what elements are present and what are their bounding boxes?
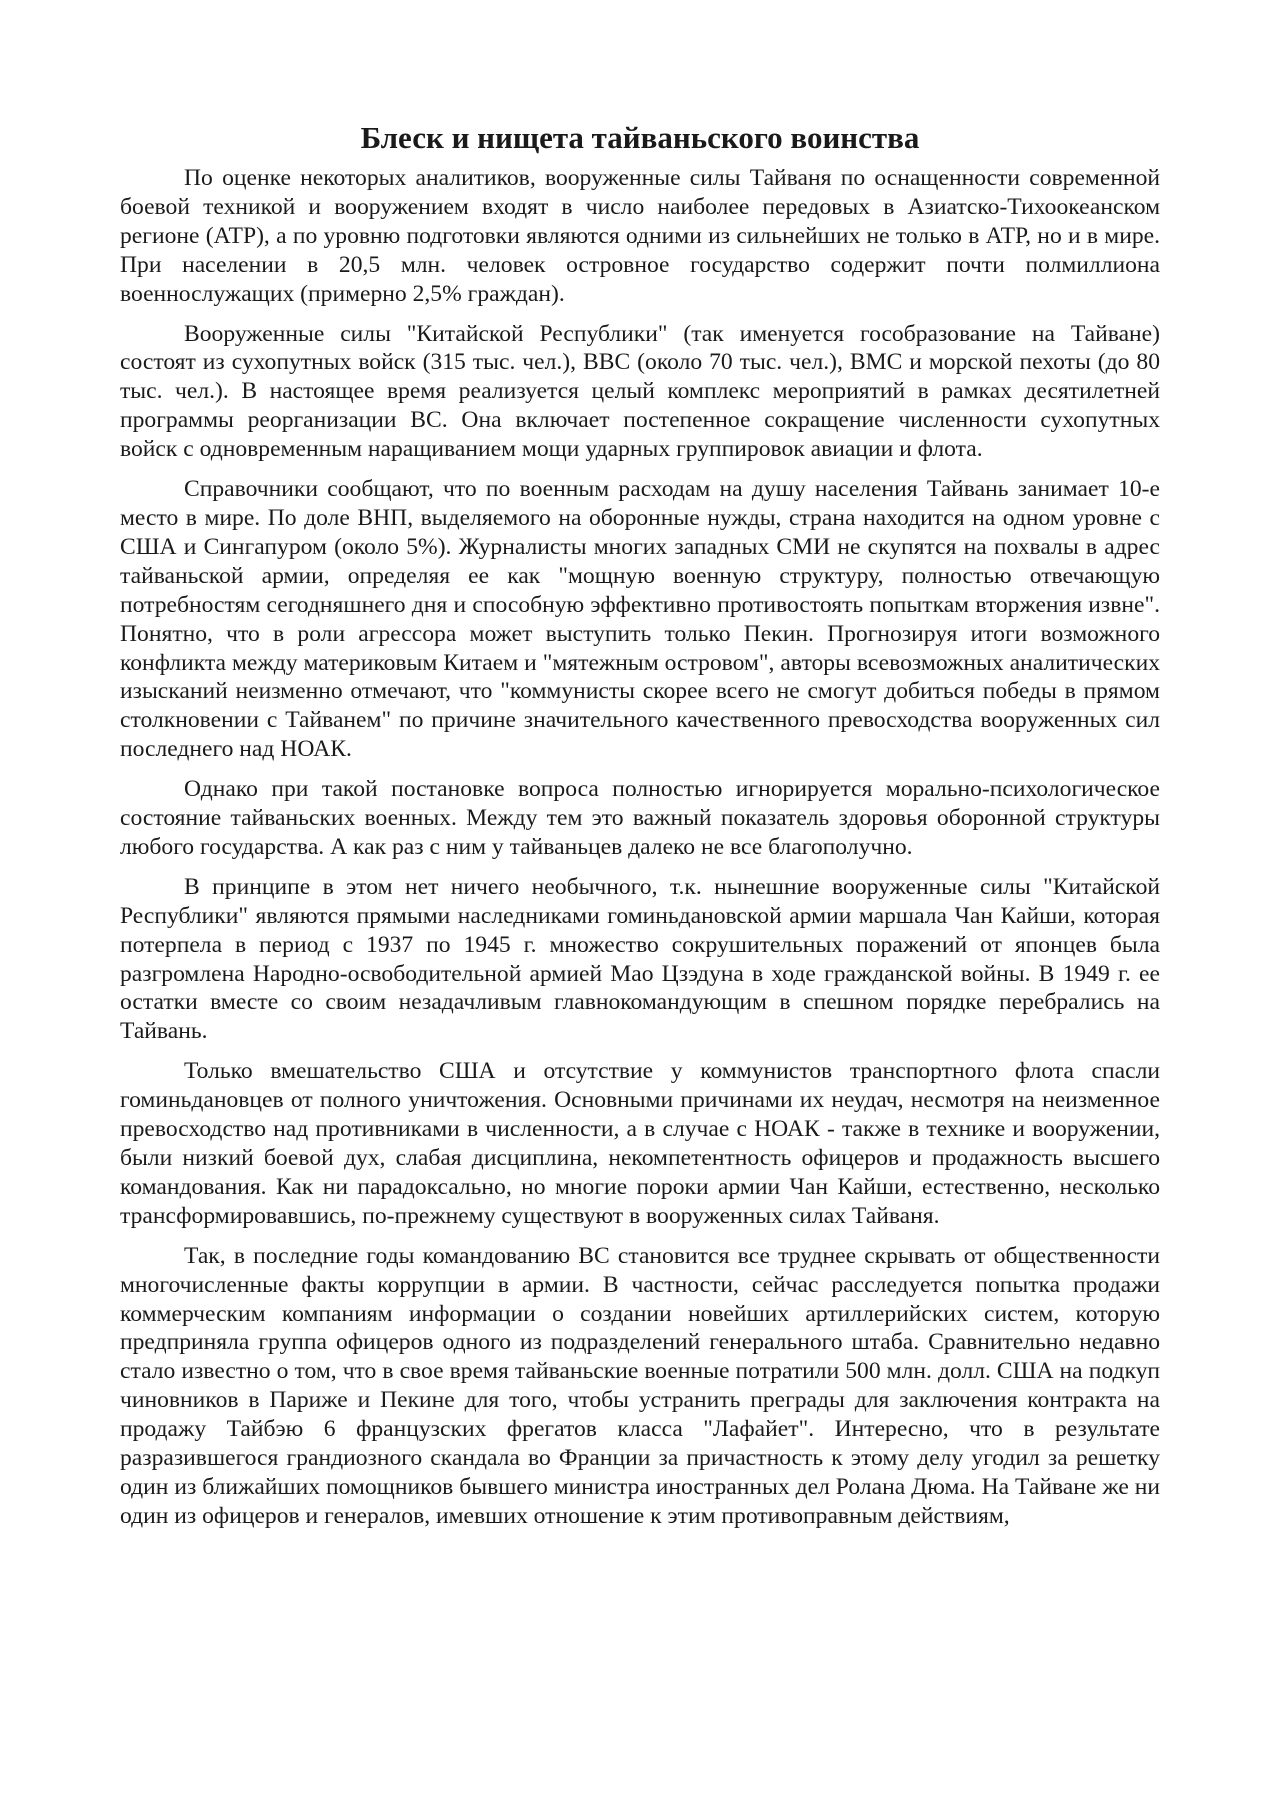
- paragraph-2: Вооруженные силы "Китайской Республики" (так именуется гособразование на Тайване) состоят из сухопутных войск (315 тыс. чел.), ВВС (около 70 тыс. чел.), ВМС и морской пехоты (до 80 тыс. чел.). В настоящее время реализуется целый комплекс мероприятий в рамках десятилетней программы реорганизации ВС. Она включает постепенное сокращение численности сухопутных войск с одновременным наращиванием мощи ударных группировок авиации и флота.: [120, 320, 1160, 463]
- paragraph-6: Только вмешательство США и отсутствие у коммунистов транспортного флота спасли гоминьдановцев от полного уничтожения. Основными причинами их неудач, несмотря на неизменное превосходство над противниками в численности, а в случае с НОАК - также в технике и вооружении, были низкий боевой дух, слабая дисциплина, некомпетентность офицеров и продажность высшего командования. Как ни парадоксально, но многие пороки армии Чан Кайши, естественно, несколько трансформировавшись, по-прежнему существуют в вооруженных силах Тайваня.: [120, 1058, 1160, 1229]
- paragraph-3: Справочники сообщают, что по военным расходам на душу населения Тайвань занимает 10-е место в мире. По доле ВНП, выделяемого на оборонные нужды, страна находится на одном уровне с США и Сингапуром (около 5%). Журналисты многих западных СМИ не скупятся на похвалы в адрес тайваньской армии, определяя ее как "мощную военную структуру, полностью отвечающую потребностям сегодняшнего дня и способную эффективно противостоять попыткам вторжения извне". Понятно, что в роли агрессора может выступить только Пекин. Прогнозируя итоги возможного конфликта между материковым Китаем и "мятежным островом", авторы всевозможных аналитических изысканий неизменно отмечают, что "коммунисты скорее всего не смогут добиться победы в прямом столкновении с Тайванем" по причине значительного качественного превосходства вооруженных сил последнего над НОАК.: [120, 476, 1160, 763]
- paragraph-1: По оценке некоторых аналитиков, вооруженные силы Тайваня по оснащенности современной боевой техникой и вооружением входят в число наиболее передовых в Азиатско-Тихоокеанском регионе (АТР), а по уровню подготовки являются одними из сильнейших не только в АТР, но и в мире. При населении в 20,5 млн. человек островное государство содержит почти полмиллиона военнослужащих (примерно 2,5% граждан).: [120, 165, 1160, 307]
- paragraph-7: Так, в последние годы командованию ВС становится все труднее скрывать от общественности многочисленные факты коррупции в армии. В частности, сейчас расследуется попытка продажи коммерческим компаниям информации о создании новейших артиллерийских систем, которую предприняла группа офицеров одного из подразделений генерального штаба. Сравнительно недавно стало известно о том, что в свое время тайваньские военные потратили 500 млн. долл. США на подкуп чиновников в Париже и Пекине для того, чтобы устранить преграды для заключения контракта на продажу Тайбэю 6 французских фрегатов класса "Лафайет". Интересно, что в результате разразившегося грандиозного скандала во Франции за причастность к этому делу угодил за решетку один из ближайших помощников бывшего министра иностранных дел Ролана Дюма. На Тайване же ни один из офицеров и генералов, имевших отношение к этим противоправным действиям,: [120, 1242, 1160, 1529]
- paragraph-4: Однако при такой постановке вопроса полностью игнорируется морально-психологическое состояние тайваньских военных. Между тем это важный показатель здоровья оборонной структуры любого государства. А как раз с ним у тайваньцев далеко не все благополучно.: [120, 776, 1160, 860]
- document-title: Блеск и нищета тайваньского воинства: [360, 120, 920, 155]
- paragraph-5: В принципе в этом нет ничего необычного, т.к. нынешние вооруженные силы "Китайской Республики" являются прямыми наследниками гоминьдановской армии маршала Чан Кайши, которая потерпела в период с 1937 по 1945 г. множество сокрушительных поражений от японцев была разгромлена Народно-освободительной армией Мао Цзэдуна в ходе гражданской войны. В 1949 г. ее остатки вместе со своим незадачливым главнокомандующим в спешном порядке перебрались на Тайвань.: [120, 873, 1160, 1045]
- document-page: [120, 118, 1160, 1542]
